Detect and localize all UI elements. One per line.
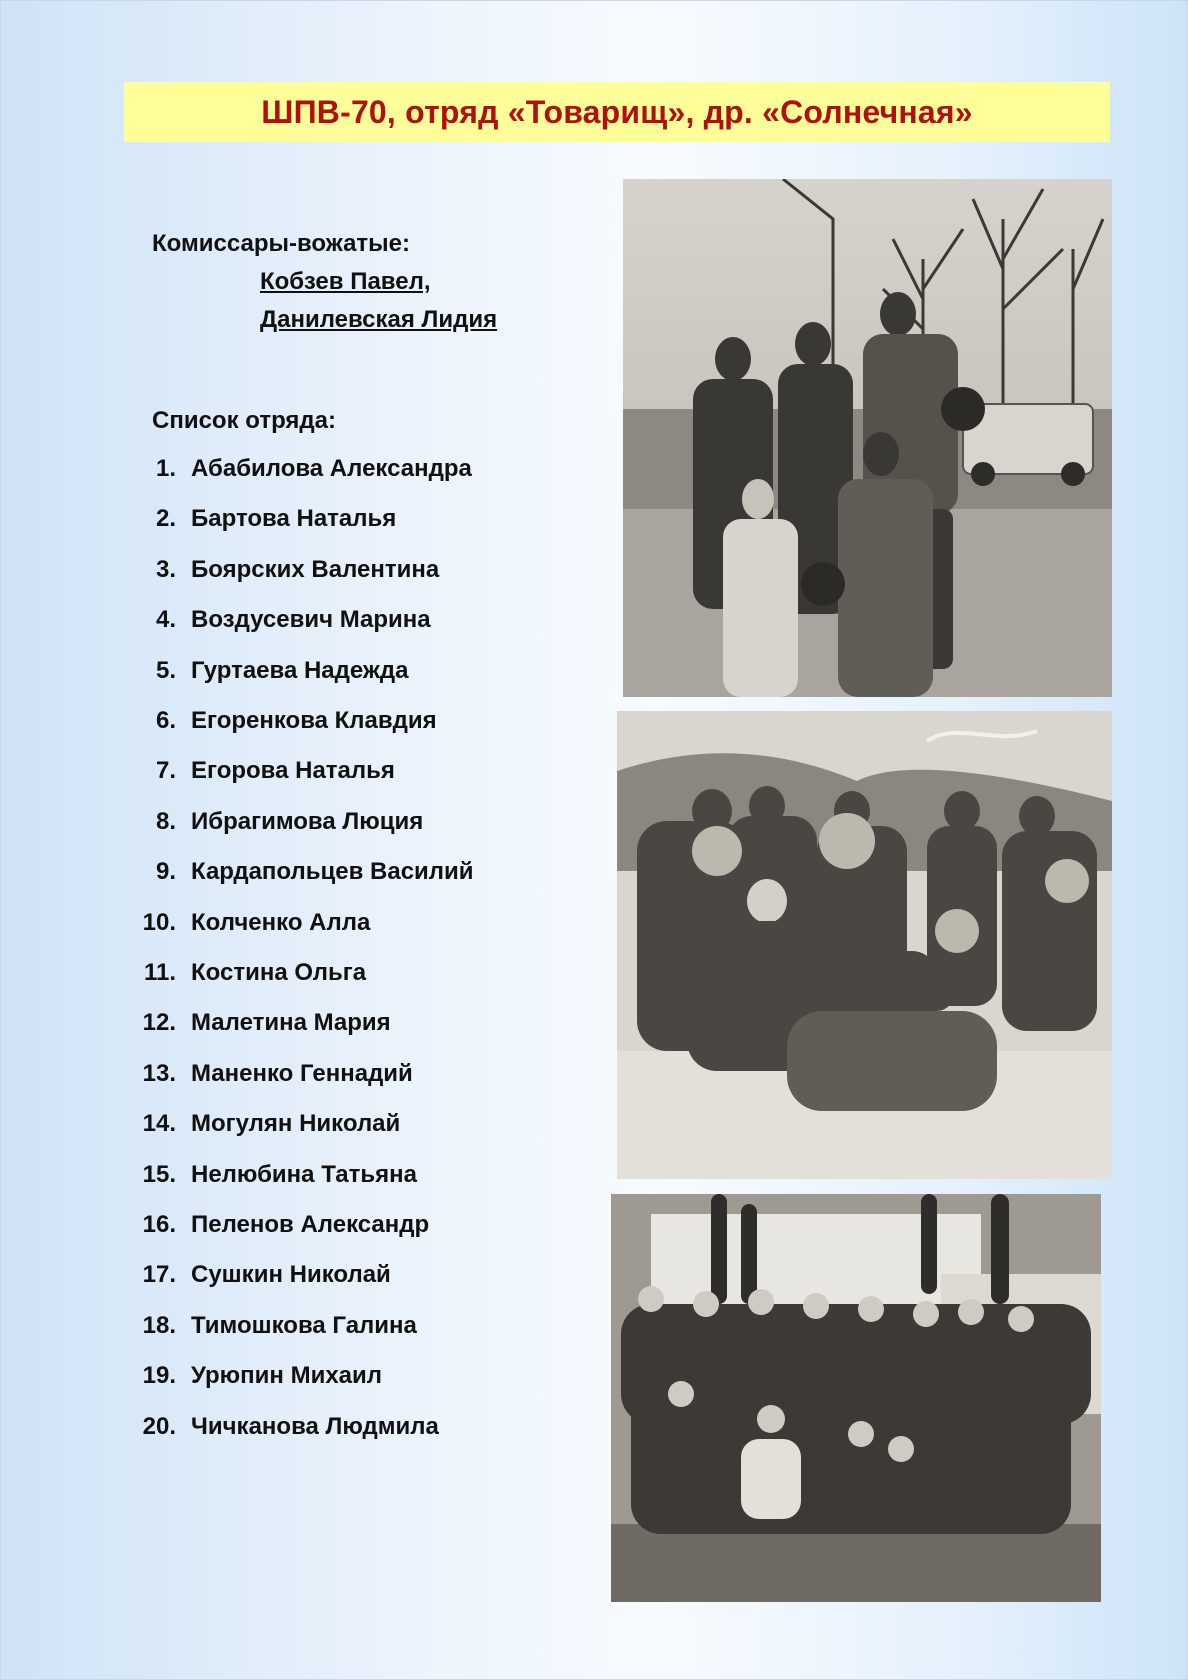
roster-item xyxy=(0,1161,600,1191)
roster-item-number: 2. xyxy=(155,505,176,532)
roster-item-name: Сушкин Николай xyxy=(191,1261,391,1288)
roster-item-name: Колченко Алла xyxy=(191,909,371,936)
roster-item-number: 15. xyxy=(142,1161,176,1188)
roster-item xyxy=(0,1413,600,1443)
roster-item-number: 4. xyxy=(155,606,176,633)
roster-item-number: 9. xyxy=(155,858,176,885)
roster-item-number: 18. xyxy=(142,1312,176,1339)
roster-item-number: 10. xyxy=(142,909,176,936)
commissars-label: Комиссары-вожатые: xyxy=(152,230,411,257)
roster-item xyxy=(0,1110,600,1140)
roster-item-number: 19. xyxy=(142,1362,176,1389)
roster-item-name: Малетина Мария xyxy=(191,1009,391,1036)
commissar-name: Данилевская Лидия xyxy=(260,306,498,333)
roster-item-number: 7. xyxy=(155,757,176,784)
commissar-name: Кобзев Павел, xyxy=(260,268,431,295)
roster-item-name: Егоренкова Клавдия xyxy=(191,707,437,734)
roster-item-name: Бартова Наталья xyxy=(191,505,397,532)
roster-item-name: Костина Ольга xyxy=(191,959,367,986)
roster-item xyxy=(0,1009,600,1039)
roster-item-number: 6. xyxy=(155,707,176,734)
roster-item-name: Маненко Геннадий xyxy=(191,1060,413,1087)
roster-item xyxy=(0,657,600,687)
title-banner xyxy=(124,82,1110,142)
roster-item xyxy=(0,858,600,888)
group-photo-building xyxy=(611,1194,1101,1602)
roster-item xyxy=(0,1312,600,1342)
roster-item-number: 8. xyxy=(155,808,176,835)
roster-item-number: 16. xyxy=(142,1211,176,1238)
roster-item-number: 13. xyxy=(142,1060,176,1087)
roster-item xyxy=(0,1362,600,1392)
group-photo-outdoor xyxy=(623,179,1112,697)
roster-item-name: Ибрагимова Люция xyxy=(191,808,424,835)
roster-item xyxy=(0,757,600,787)
roster-item-number: 11. xyxy=(143,959,176,986)
roster-item xyxy=(0,1261,600,1291)
roster-item-name: Могулян Николай xyxy=(191,1110,401,1137)
roster-item-name: Тимошкова Галина xyxy=(191,1312,417,1339)
roster-item xyxy=(0,909,600,939)
roster-item xyxy=(0,959,600,989)
roster-item xyxy=(0,1060,600,1090)
roster-item-name: Абабилова Александра xyxy=(191,455,472,482)
roster-item-number: 20. xyxy=(142,1413,176,1440)
roster-item-name: Нелюбина Татьяна xyxy=(191,1161,417,1188)
group-photo-flowers xyxy=(617,711,1112,1179)
roster-item-number: 3. xyxy=(155,556,176,583)
roster-item-number: 14. xyxy=(142,1110,176,1137)
roster-item xyxy=(0,808,600,838)
roster-item xyxy=(0,505,600,535)
roster-item-name: Пеленов Александр xyxy=(191,1211,430,1238)
roster-item-number: 1. xyxy=(155,455,176,482)
roster-item-number: 12. xyxy=(142,1009,176,1036)
roster-label: Список отряда: xyxy=(152,407,337,434)
roster-item xyxy=(0,556,600,586)
roster-item xyxy=(0,707,600,737)
roster-item-name: Чичканова Людмила xyxy=(191,1413,439,1440)
roster-item-name: Гуртаева Надежда xyxy=(191,657,409,684)
roster-item-name: Воздусевич Марина xyxy=(191,606,431,633)
roster-item xyxy=(0,1211,600,1241)
roster-item-number: 17. xyxy=(142,1261,176,1288)
page-title: ШПВ-70, отряд «Товарищ», др. «Солнечная» xyxy=(261,93,973,130)
roster-item xyxy=(0,606,600,636)
roster-item-name: Кардапольцев Василий xyxy=(191,858,474,885)
roster-item-name: Боярских Валентина xyxy=(191,556,440,583)
roster-item xyxy=(0,455,600,485)
roster-item-number: 5. xyxy=(155,657,176,684)
roster-item-name: Егорова Наталья xyxy=(191,757,395,784)
roster-item-name: Урюпин Михаил xyxy=(191,1362,383,1389)
